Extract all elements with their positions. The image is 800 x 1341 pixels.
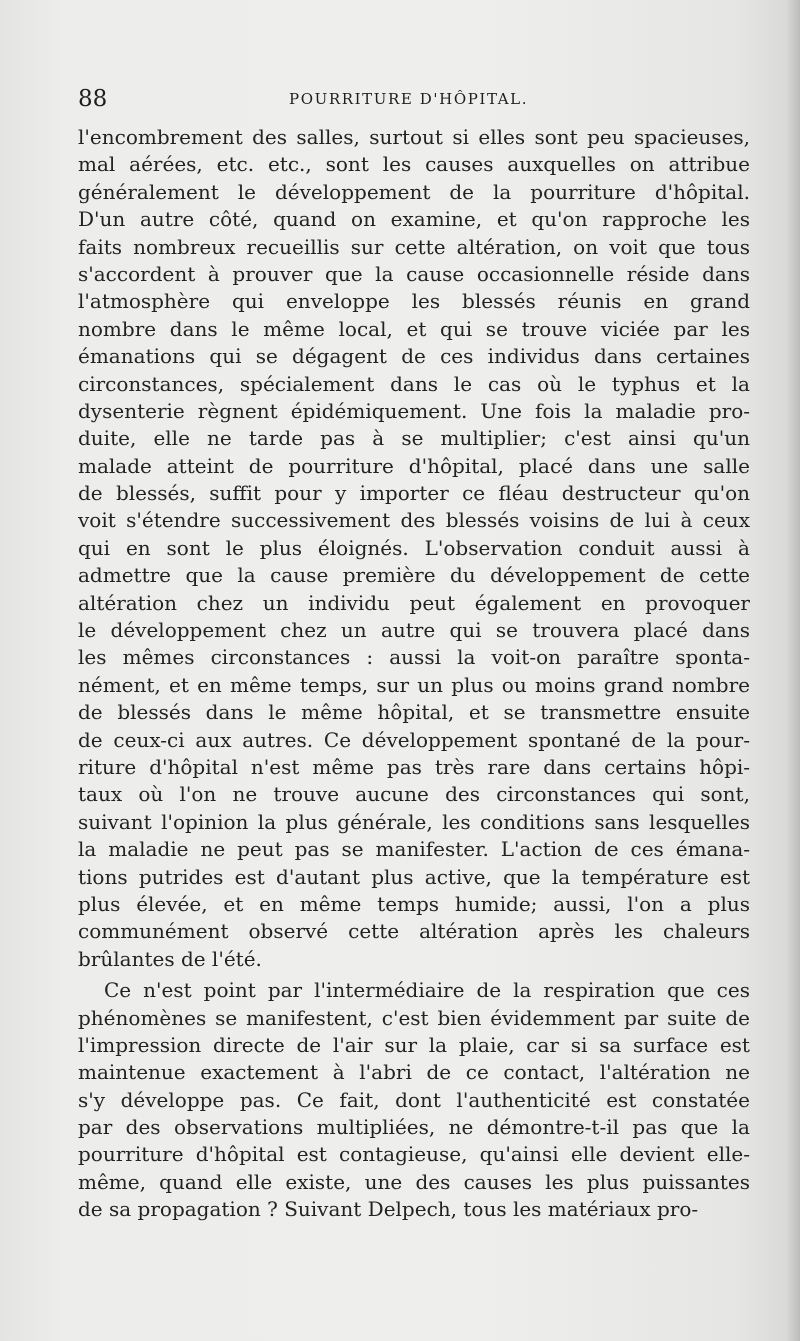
text-line: malade atteint de pourriture d'hôpital, placé dans une salle [78,453,750,478]
text-line: taux où l'on ne trouve aucune des circonstances qui sont, [78,782,750,807]
text-line: voit s'étendre successivement des blessés voisins de lui à ceux [78,508,750,533]
text-line: altération chez un individu peut également en provoquer [78,590,750,615]
page-edge-shadow [786,0,800,1341]
text-line: l'atmosphère qui enveloppe les blessés réunis en grand [78,289,750,314]
text-line: s'accordent à prouver que la cause occasionnelle réside dans [78,261,750,286]
text-line: par des observations multipliées, ne démontre-t-il pas que la [78,1115,750,1140]
page-number: 88 [78,86,108,112]
text-line: circonstances, spécialement dans le cas où le typhus et la [78,371,750,396]
text-line: plus élevée, et en même temps humide; aussi, l'on a plus [78,891,750,916]
text-line: l'encombrement des salles, surtout si elles sont peu spacieuses, [78,125,750,149]
text-line: phénomènes se manifestent, c'est bien évidemment par suite de [78,1005,750,1030]
text-line: qui en sont le plus éloignés. L'observation conduit aussi à [78,535,750,560]
paragraph [78,124,750,973]
text-line: maintenue exactement à l'abri de ce contact, l'altération ne [78,1060,750,1085]
text-line: tions putrides est d'autant plus active, que la température est [78,864,750,889]
text-line: généralement le développement de la pourriture d'hôpital. [78,179,750,204]
text-line: nombre dans le même local, et qui se trouve viciée par les [78,316,750,341]
text-line: les mêmes circonstances : aussi la voit-on paraître sponta- [78,645,750,670]
text-line: pourriture d'hôpital est contagieuse, qu'ainsi elle devient elle- [78,1142,750,1167]
text-line: Ce n'est point par l'intermédiaire de la respiration que ces [104,978,750,1003]
text-line: le développement chez un autre qui se trouvera placé dans [78,618,750,643]
text-line: suivant l'opinion la plus générale, les conditions sans lesquelles [78,809,750,834]
text-line: faits nombreux recueillis sur cette altération, on voit que tous [78,234,750,259]
text-line: l'impression directe de l'air sur la plaie, car si sa surface est [78,1032,750,1057]
text-line: admettre que la cause première du développement de cette [78,563,750,588]
running-head [78,86,750,116]
text-line: dysenterie règnent épidémiquement. Une fois la maladie pro- [78,398,750,423]
text-line: duite, elle ne tarde pas à se multiplier; c'est ainsi qu'un [78,426,750,451]
paragraph [78,977,750,1224]
text-line: brûlantes de l'été. [78,946,262,971]
text-line: mal aérées, etc. etc., sont les causes auxquelles on attribue [78,152,750,177]
text-line: riture d'hôpital n'est même pas très rare dans certains hôpi- [78,754,750,779]
text-line: de blessés, suffit pour y importer ce fléau destructeur qu'on [78,481,750,506]
text-line: nément, et en même temps, sur un plus ou moins grand nombre [78,672,750,697]
text-line: de ceux-ci aux autres. Ce développement spontané de la pour- [78,727,750,752]
text-line: la maladie ne peut pas se manifester. L'action de ces émana- [78,837,750,862]
text-line: s'y développe pas. Ce fait, dont l'authenticité est constatée [78,1087,750,1112]
text-line: émanations qui se dégagent de ces individus dans certaines [78,344,750,369]
text-line: D'un autre côté, quand on examine, et qu'on rapproche les [78,207,750,232]
text-line: même, quand elle existe, une des causes les plus puissantes [78,1169,750,1194]
text-line: de sa propagation ? Suivant Delpech, tous les matériaux pro- [78,1197,699,1222]
running-title: POURRITURE D'HÔPITAL. [289,90,529,108]
body-text [78,124,750,1224]
text-line: de blessés dans le même hôpital, et se transmettre ensuite [78,700,750,725]
text-line: communément observé cette altération après les chaleurs [78,919,750,944]
